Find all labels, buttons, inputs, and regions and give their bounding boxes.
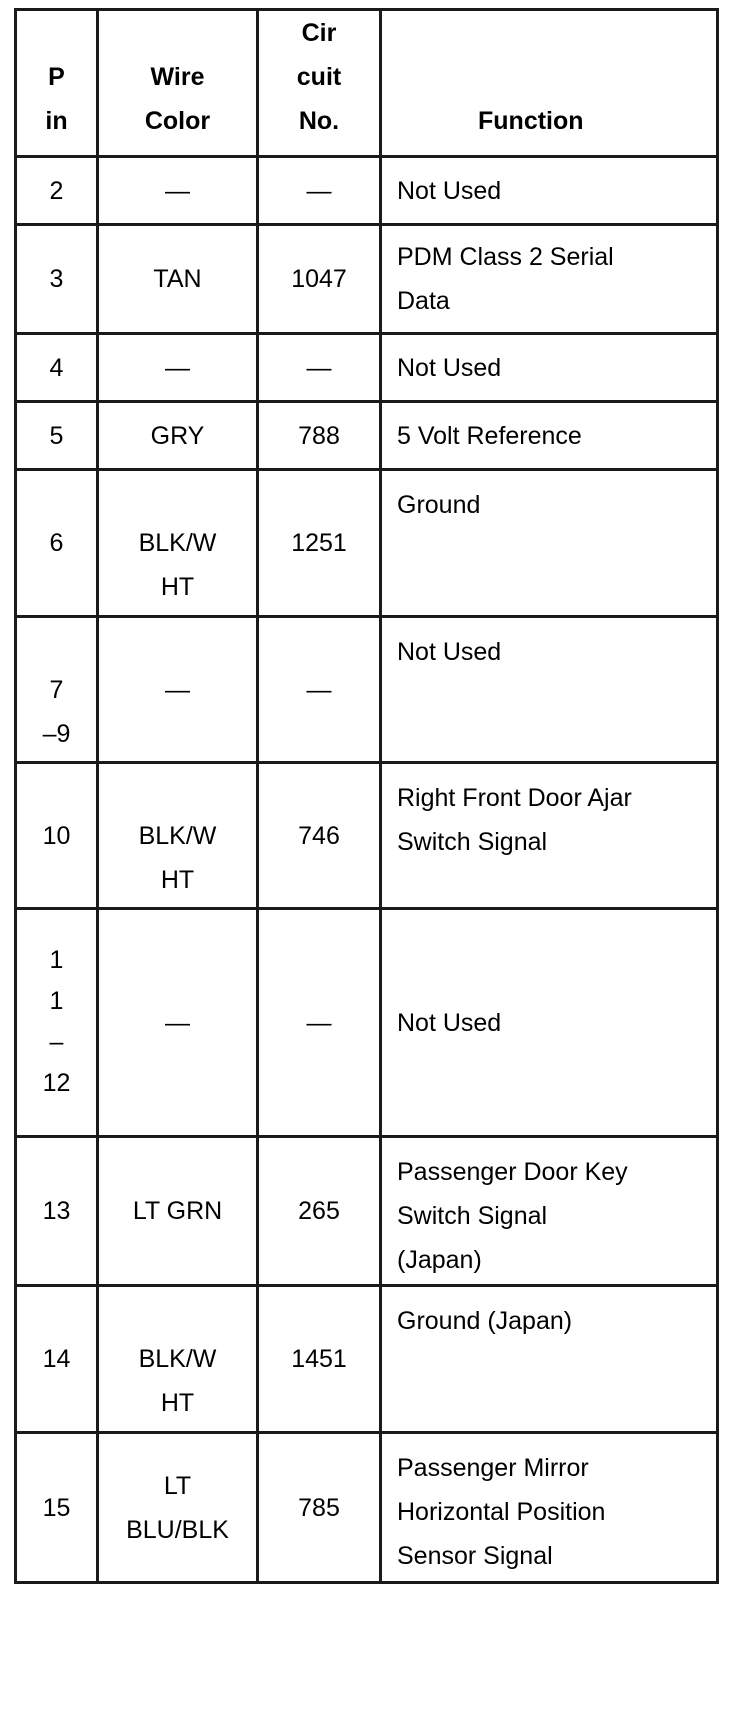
function-cell: Ground (Japan) (381, 1286, 718, 1433)
pin-cell: 7 –9 (16, 617, 98, 763)
pin-cell: 13 (16, 1137, 98, 1286)
header-wire-color: Wire Color (98, 10, 258, 157)
wire-color-cell: BLK/W HT (98, 763, 258, 909)
pinout-table-container (14, 8, 716, 1584)
pin-cell: 5 (16, 402, 98, 470)
circuit-no-cell: 1451 (258, 1286, 381, 1433)
circuit-no-cell: — (258, 617, 381, 763)
pin-cell: 1 1 – 12 (16, 909, 98, 1137)
function-cell: Not Used (381, 157, 718, 225)
function-cell: 5 Volt Reference (381, 402, 718, 470)
header-function: Function (381, 10, 718, 157)
wire-color-cell: LT GRN (98, 1137, 258, 1286)
table-row (16, 763, 718, 909)
table-row (16, 909, 718, 1137)
pin-cell: 10 (16, 763, 98, 909)
wire-color-cell: — (98, 334, 258, 402)
circuit-no-cell: 746 (258, 763, 381, 909)
pin-cell: 4 (16, 334, 98, 402)
pin-cell: 6 (16, 470, 98, 617)
wire-color-cell: TAN (98, 225, 258, 334)
pin-cell: 3 (16, 225, 98, 334)
table-row (16, 1137, 718, 1286)
connector-pinout-table (14, 8, 719, 1584)
circuit-no-cell: — (258, 909, 381, 1137)
function-cell: Not Used (381, 617, 718, 763)
circuit-no-cell: 1251 (258, 470, 381, 617)
function-cell: Ground (381, 470, 718, 617)
header-pin: P in (16, 10, 98, 157)
table-row (16, 225, 718, 334)
header-circuit-no: Cir cuit No. (258, 10, 381, 157)
circuit-no-cell: 1047 (258, 225, 381, 334)
table-row (16, 617, 718, 763)
pin-cell: 14 (16, 1286, 98, 1433)
table-row (16, 157, 718, 225)
wire-color-cell: BLK/W HT (98, 470, 258, 617)
pin-cell: 15 (16, 1433, 98, 1583)
pin-cell: 2 (16, 157, 98, 225)
function-cell: Passenger Mirror Horizontal Position Sensor Signal (381, 1433, 718, 1583)
wire-color-cell: GRY (98, 402, 258, 470)
function-cell: Right Front Door Ajar Switch Signal (381, 763, 718, 909)
header-row (16, 10, 718, 157)
wire-color-cell: LT BLU/BLK (98, 1433, 258, 1583)
circuit-no-cell: 788 (258, 402, 381, 470)
table-row (16, 1286, 718, 1433)
wire-color-cell: — (98, 909, 258, 1137)
function-cell: Not Used (381, 334, 718, 402)
function-cell: PDM Class 2 Serial Data (381, 225, 718, 334)
wire-color-cell: — (98, 157, 258, 225)
table-row (16, 470, 718, 617)
table-row (16, 334, 718, 402)
wire-color-cell: BLK/W HT (98, 1286, 258, 1433)
table-row (16, 402, 718, 470)
function-cell: Passenger Door Key Switch Signal (Japan) (381, 1137, 718, 1286)
circuit-no-cell: — (258, 334, 381, 402)
table-row (16, 1433, 718, 1583)
function-cell: Not Used (381, 909, 718, 1137)
circuit-no-cell: — (258, 157, 381, 225)
circuit-no-cell: 265 (258, 1137, 381, 1286)
wire-color-cell: — (98, 617, 258, 763)
circuit-no-cell: 785 (258, 1433, 381, 1583)
